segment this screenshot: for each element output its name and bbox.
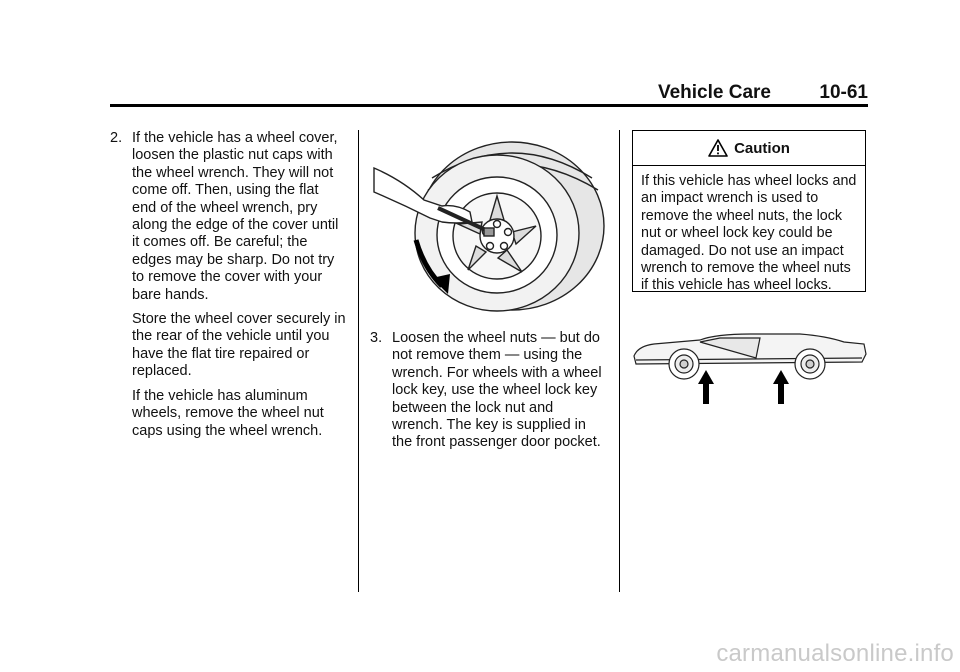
step-number: 2. (110, 130, 123, 146)
caution-box (632, 130, 866, 292)
wheel-wrench-illustration (372, 138, 610, 314)
step-number: 3. (370, 330, 383, 346)
column-2 (370, 330, 608, 452)
column-divider-1 (358, 130, 359, 592)
column-divider-2 (619, 130, 620, 592)
step-2 (110, 130, 346, 304)
paragraph-aluminum-wheels: If the vehicle has aluminum wheels, remove the wheel nut caps using the wheel wrench. (132, 387, 324, 439)
step-text: If the vehicle has a wheel cover, loosen the plastic nut caps with the wheel wrench. They will not come off. Then, using the flat end of the wheel wrench, pry along the edge of the cover until it comes off. Be careful; the edges may be sharp. Do not try to remove the cover with your bare hands. (132, 130, 339, 303)
section-title: Vehicle Care (657, 82, 771, 103)
step-text: Loosen the wheel nuts — but do not remove them — using the wrench. For wheels with a wheel lock key, use the wheel lock key between the lock nut and wrench. The key is supplied in the front passenger door pocket. (392, 330, 602, 451)
caution-body: If this vehicle has wheel locks and an impact wrench is used to remove the wheel nuts, the lock nut or wheel lock key could be damaged. Do not use an impact wrench to remove the wheel nuts if this vehicle has wheel locks. (641, 173, 857, 294)
page-number: 10-61 (819, 82, 868, 103)
paragraph-store-cover: Store the wheel cover securely in the rear of the vehicle until you have the flat tire repaired or replaced. (132, 311, 346, 380)
page-header (110, 80, 868, 104)
caution-header (633, 131, 865, 166)
jack-points-car-illustration (630, 330, 870, 410)
step-3 (370, 330, 608, 452)
watermark-text: carmanualsonline.info (716, 640, 954, 667)
column-1 (110, 130, 346, 440)
warning-icon (708, 139, 728, 157)
header-rule (110, 104, 868, 107)
caution-title: Caution (734, 139, 790, 157)
